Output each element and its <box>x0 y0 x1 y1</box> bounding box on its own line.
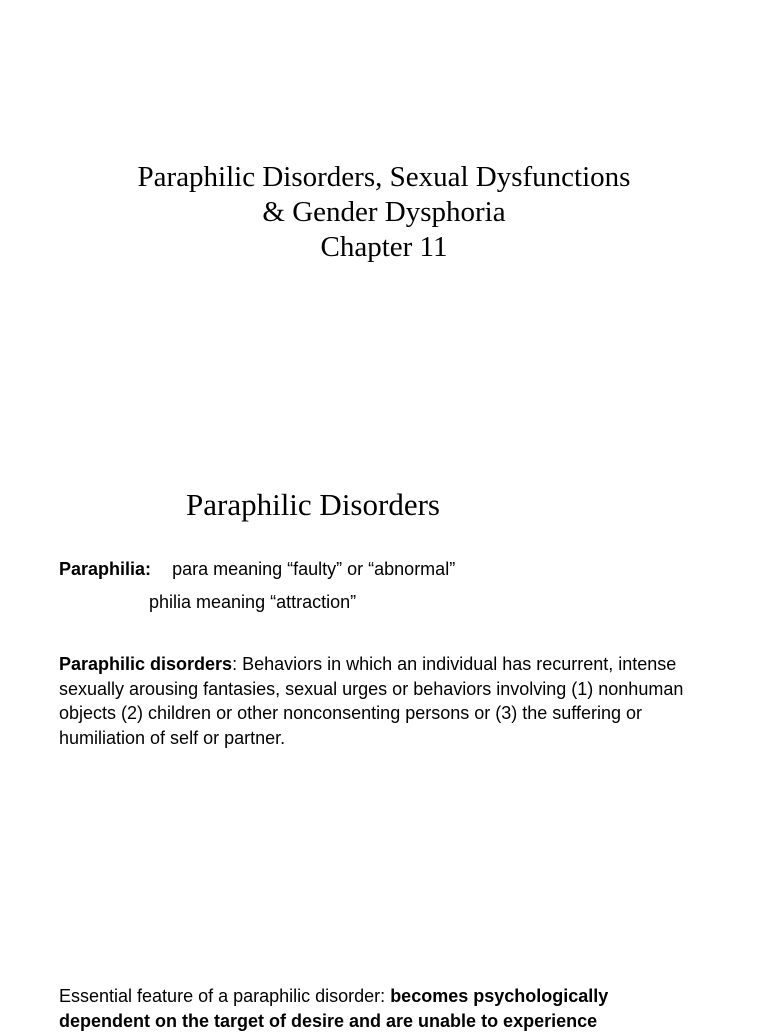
essential-feature-paragraph <box>59 984 699 1033</box>
essential-bold: becomes psychologically dependent on the target of desire and are unable to experience <box>59 986 609 1031</box>
paraphilia-definition-line <box>59 557 455 581</box>
section-heading: Paraphilic Disorders <box>186 487 440 522</box>
paraphilic-disorders-definition <box>59 652 719 750</box>
title-line-1: Paraphilic Disorders, Sexual Dysfunctions <box>137 161 631 193</box>
presentation-title <box>0 160 768 265</box>
chapter-label: Chapter 11 <box>320 231 448 263</box>
paraphilia-term: Paraphilia: <box>59 559 152 579</box>
essential-lead: Essential feature of a paraphilic disorder: <box>59 986 391 1006</box>
definition-text: : Behaviors in which an individual has recurrent, intense sexually arousing fantasies, sexual urges or behaviors involving (1) nonhuman objects (2) children or other nonconsenting persons or (3) the suffering or humiliation of self or partner. <box>59 654 684 748</box>
para-meaning: para meaning “faulty” or “abnormal” <box>172 559 456 579</box>
definition-term: Paraphilic disorders <box>59 654 233 674</box>
philia-meaning: philia meaning “attraction” <box>149 592 357 612</box>
title-line-2: & Gender Dysphoria <box>262 196 506 228</box>
